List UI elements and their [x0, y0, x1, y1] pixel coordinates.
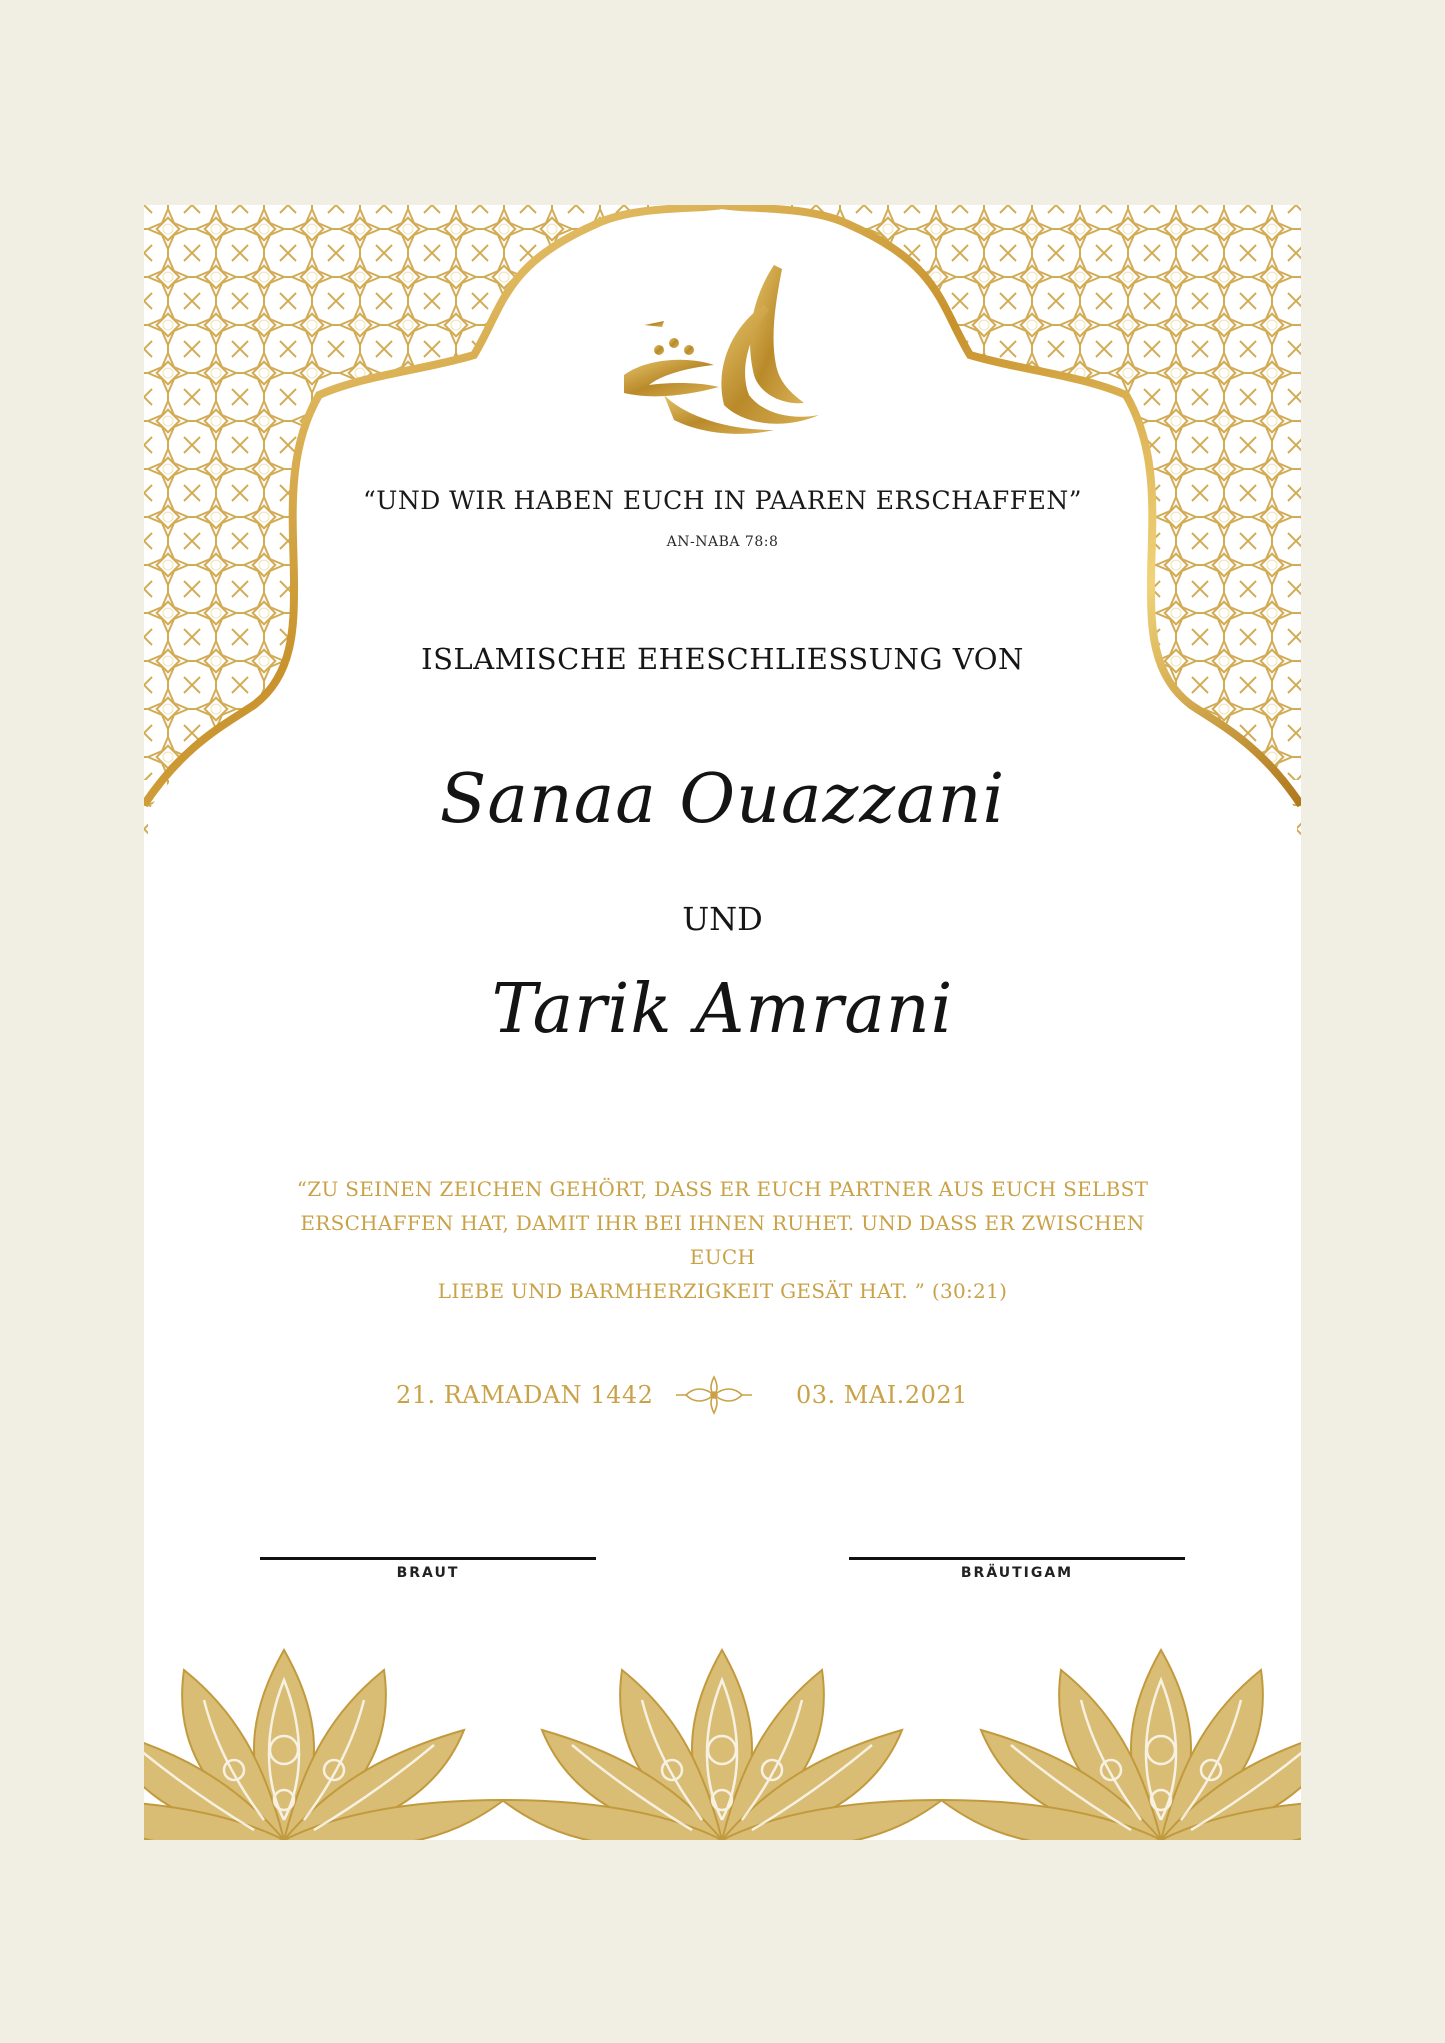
- gold-quote-line: “ZU SEINEN ZEICHEN GEHÖRT, DASS ER EUCH PARTNER AUS EUCH SELBST: [296, 1177, 1149, 1201]
- bride-signature-line: [260, 1557, 596, 1560]
- mandala-ornament-icon: [502, 1650, 942, 1840]
- bride-name: Sanaa Ouazzani: [439, 760, 1006, 839]
- gold-quote: [274, 1172, 1171, 1308]
- groom-signature-label: BRÄUTIGAM: [960, 1565, 1074, 1581]
- conjunction: UND: [682, 900, 763, 938]
- certificate-sheet: [144, 205, 1301, 1840]
- mandala-ornament-icon: [144, 1650, 504, 1840]
- gold-quote-line: LIEBE UND BARMHERZIGKEIT GESÄT HAT. ” (30:21): [437, 1279, 1008, 1303]
- groom-name: Tarik Amrani: [491, 970, 954, 1049]
- date-hijri: 21. RAMADAN 1442: [396, 1381, 654, 1409]
- bride-signature-label: BRAUT: [396, 1565, 460, 1581]
- certificate-title: ISLAMISCHE EHESCHLIESSUNG VON: [421, 642, 1024, 676]
- gold-quote-line: ERSCHAFFEN HAT, DAMIT IHR BEI IHNEN RUHET. UND DASS ER ZWISCHEN EUCH: [300, 1211, 1145, 1269]
- flourish-ornament-icon: [674, 1373, 754, 1417]
- top-quote-reference: AN-NABA 78:8: [666, 534, 779, 550]
- date-gregorian: 03. MAI.2021: [796, 1381, 968, 1409]
- alhamdulillah-calligraphy-icon: [604, 255, 844, 470]
- mandala-ornament-icon: [941, 1650, 1301, 1840]
- mandala-border: [144, 1585, 1301, 1840]
- top-quote: “UND WIR HABEN EUCH IN PAAREN ERSCHAFFEN”: [362, 486, 1083, 515]
- groom-signature-line: [849, 1557, 1185, 1560]
